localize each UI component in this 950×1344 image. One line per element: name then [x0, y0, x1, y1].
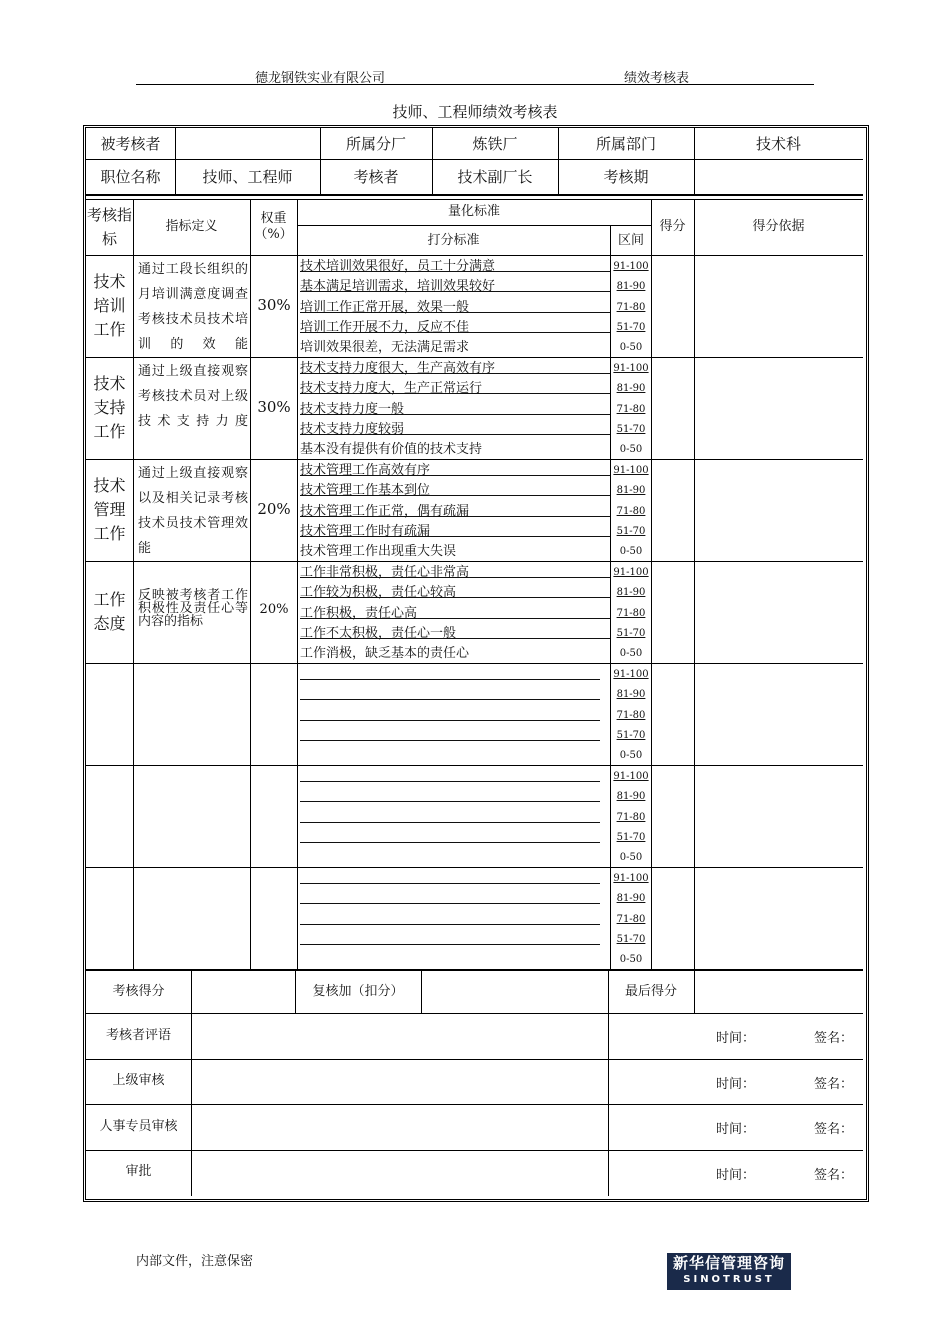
blank-criterion-line: [300, 890, 610, 910]
scoring-criterion: [300, 360, 610, 380]
indicator-weight: 30%: [257, 398, 291, 416]
info-bottom-rule: [86, 194, 863, 196]
scoring-criterion: [300, 278, 610, 298]
section-divider: [86, 561, 863, 562]
criterion-text: 基本没有提供有价值的技术支持: [300, 442, 483, 458]
approval-label: 上级审核: [112, 1073, 165, 1089]
dash-fill: [495, 279, 610, 294]
score-range: 91-100: [613, 465, 649, 476]
assessor-value: 技术副厂长: [457, 168, 533, 186]
period-label: 考核期: [603, 168, 649, 186]
page-title: 技师、工程师绩效考核表: [392, 103, 558, 121]
section-divider: [86, 459, 863, 460]
dash-fill: [300, 891, 600, 906]
scoring-criterion: [300, 462, 610, 482]
scoring-criterion: [300, 299, 610, 319]
table-col-divider: [694, 199, 695, 969]
blank-criterion-line: [300, 686, 610, 706]
criterion-text: 工作非常积极，责任心非常高: [300, 565, 470, 580]
score-range: 91-100: [613, 363, 649, 374]
score-range: 71-80: [616, 709, 646, 721]
score-range: 0-50: [619, 954, 643, 966]
blank-criterion-line: [300, 911, 610, 931]
definition-header: 指标定义: [165, 219, 218, 235]
indicator-name: [86, 459, 133, 561]
score-range: 71-80: [616, 301, 646, 313]
weight-header-label: 权重: [260, 211, 287, 227]
approval-time-label: 时间：: [716, 1167, 756, 1183]
dash-fill: [469, 565, 610, 580]
confidential-note: 内部文件，注意保密: [136, 1254, 254, 1269]
company-name: 德龙钢铁实业有限公司: [255, 71, 386, 86]
score-range: 51-70: [616, 627, 646, 639]
score-range: 91-100: [613, 567, 649, 578]
position-label: 职位名称: [100, 168, 161, 186]
dash-fill: [300, 769, 600, 784]
criterion-text: 技术管理工作出现重大失误: [300, 544, 457, 560]
dash-fill: [430, 463, 610, 478]
dash-fill: [404, 402, 610, 417]
approval-signature-label: 签名：: [814, 1122, 854, 1137]
assessor-label: 考核者: [353, 168, 399, 186]
score-range: 81-90: [616, 893, 646, 905]
weight-header: [250, 199, 297, 255]
approval-time-label: 时间：: [716, 1122, 756, 1137]
blank-criterion-line: [300, 727, 610, 747]
blank-criterion-line: [300, 707, 610, 727]
score-range: 71-80: [616, 607, 646, 619]
dash-fill: [469, 300, 610, 315]
score-header: 得分: [659, 219, 686, 235]
score-range: 51-70: [616, 729, 646, 741]
score-range: 51-70: [616, 831, 646, 843]
score-range: 71-80: [616, 505, 646, 517]
branch-label: 所属分厂: [345, 134, 406, 153]
score-range: 0-50: [619, 648, 643, 660]
score-range: 51-70: [616, 321, 646, 333]
position-value: 技师、工程师: [202, 168, 293, 186]
score-range: 81-90: [616, 689, 646, 701]
indicator-name: [86, 255, 133, 357]
range-header: 区间: [617, 232, 644, 248]
approval-signature-label: 签名：: [814, 1167, 854, 1183]
scoring-criterion: [300, 503, 610, 523]
criterion-text: 技术支持力度大，生产正常运行: [300, 381, 483, 397]
criterion-text: 工作积极，责任心高: [300, 605, 418, 621]
score-range: 81-90: [616, 587, 646, 599]
dash-fill: [300, 667, 600, 682]
criterion-text: 技术管理工作正常，偶有疏漏: [300, 503, 470, 519]
indicator-name-text: 技术培训工作: [93, 272, 126, 339]
dash-fill: [495, 259, 610, 274]
indicator-definition: 通过上级直接观察以及相关记录考核技术员技术管理效能: [138, 466, 248, 556]
dash-fill: [300, 871, 600, 886]
indicator-weight: 20%: [259, 602, 289, 617]
score-range: 51-70: [616, 525, 646, 537]
indicator-definition: 通过工段长组织的月培训满意度调查考核技术员技术培训的效能: [138, 262, 248, 352]
scoring-criterion: [300, 319, 610, 339]
score-range: 91-100: [613, 771, 649, 782]
approval-time-label: 时间：: [716, 1076, 756, 1092]
indicator-weight: 30%: [257, 296, 291, 314]
approval-label: 人事专员审核: [99, 1118, 178, 1134]
dash-fill: [300, 810, 600, 825]
indicator-weight: 20%: [257, 500, 291, 518]
score-range: 91-100: [613, 873, 649, 884]
blank-criterion-line: [300, 931, 610, 951]
score-range: 71-80: [616, 403, 646, 415]
score-range: 91-100: [613, 669, 649, 680]
branch-value: 炼铁厂: [472, 134, 518, 153]
summary-bottom-rule: [86, 1013, 863, 1014]
indicator-name: [86, 561, 133, 663]
criterion-text: 技术管理工作时有疏漏: [300, 523, 431, 539]
score-range: 0-50: [619, 750, 643, 762]
score-range: 0-50: [619, 546, 643, 558]
criterion-text: 工作消极，缺乏基本的责任心: [300, 646, 470, 662]
header-rule: [136, 84, 814, 85]
blank-criterion-line: [300, 788, 610, 808]
dash-fill: [469, 504, 610, 519]
scoring-criterion: [300, 421, 610, 441]
basis-header: 得分依据: [752, 219, 805, 235]
section-divider: [86, 663, 863, 664]
indicator-name: [86, 357, 133, 459]
criterion-text: 工作不太积极，责任心一般: [300, 625, 457, 641]
indicator-name-text: 技术支持工作: [93, 374, 126, 441]
score-range: 91-100: [613, 261, 649, 272]
scoring-criterion: [300, 625, 610, 645]
approval-label: 考核者评语: [105, 1027, 171, 1043]
scoring-criterion: [300, 564, 610, 584]
dash-fill: [495, 361, 610, 376]
scoring-criterion: [300, 401, 610, 421]
approval-row-divider: [86, 1104, 863, 1105]
score-range: 71-80: [616, 811, 646, 823]
table-col-divider: [250, 199, 251, 969]
dept-label: 所属部门: [595, 134, 656, 153]
criterion-text: 培训效果很差，无法满足需求: [300, 340, 470, 356]
criterion-text: 培训工作开展不力，反应不佳: [300, 319, 470, 335]
score-range: 0-50: [619, 342, 643, 354]
indicator-header: 考核指标: [86, 206, 132, 248]
scoring-header: 打分标准: [427, 232, 480, 248]
score-range: 81-90: [616, 383, 646, 395]
dash-fill: [456, 585, 610, 600]
indicator-definition: 通过上级直接观察考核技术员对上级技术支持力度: [138, 364, 248, 429]
criterion-text: 基本满足培训需求，培训效果较好: [300, 279, 496, 295]
approval-signature-label: 签名：: [814, 1031, 854, 1046]
blank-criterion-line: [300, 768, 610, 788]
dash-fill: [300, 687, 600, 702]
criterion-text: 技术支持力度很大，生产高效有序: [300, 361, 496, 376]
weight-header-unit: （%）: [254, 227, 293, 242]
dash-fill: [404, 422, 610, 437]
section-divider: [86, 867, 863, 868]
quant-header: 量化标准: [447, 204, 500, 220]
score-range: 0-50: [619, 444, 643, 456]
blank-criterion-line: [300, 870, 610, 890]
table-header-bottom: [86, 255, 863, 256]
scoring-criterion: [300, 605, 610, 625]
criterion-text: 工作较为积极，责任心较高: [300, 585, 457, 601]
section-divider: [86, 765, 863, 766]
scoring-criterion: [300, 482, 610, 502]
score-range: 71-80: [616, 913, 646, 925]
approval-signature-label: 签名：: [814, 1076, 854, 1092]
dash-fill: [430, 483, 610, 498]
review-adjust-value: [421, 971, 608, 1013]
blank-criterion-line: [300, 829, 610, 849]
dash-fill: [300, 932, 600, 947]
indicator-name-text: 工作态度: [93, 590, 126, 633]
score-range: 51-70: [616, 423, 646, 435]
dash-fill: [300, 728, 600, 743]
blank-criterion-line: [300, 809, 610, 829]
total-score-label: 考核得分: [112, 984, 165, 1000]
score-range: 81-90: [616, 281, 646, 293]
dash-fill: [430, 524, 610, 539]
table-col-divider: [297, 199, 298, 969]
criterion-text: 技术管理工作高效有序: [300, 463, 431, 478]
criterion-text: 技术培训效果很好，员工十分满意: [300, 259, 496, 274]
criterion-text: 技术管理工作基本到位: [300, 483, 431, 499]
total-score-value: [191, 971, 295, 1013]
criterion-text: 技术支持力度较弱: [300, 421, 405, 437]
sinotrust-logo: [667, 1253, 791, 1290]
approval-time-label: 时间：: [716, 1031, 756, 1046]
approval-label: 审批: [125, 1164, 152, 1180]
scoring-criterion: [300, 380, 610, 400]
logo-en-text: SINOTRUST: [683, 1274, 775, 1285]
indicator-name-text: 技术管理工作: [93, 476, 126, 543]
final-score-label: 最后得分: [624, 984, 677, 1000]
score-range: 81-90: [616, 485, 646, 497]
scoring-criterion: [300, 523, 610, 543]
dash-fill: [300, 912, 600, 927]
approval-row-divider: [86, 1059, 863, 1060]
dash-fill: [469, 320, 610, 335]
final-score-value: [694, 971, 863, 1013]
table-col-divider: [651, 199, 652, 969]
dash-fill: [300, 789, 600, 804]
dash-fill: [456, 626, 610, 641]
scoring-criterion: [300, 584, 610, 604]
dash-fill: [482, 381, 610, 396]
indicator-definition: 反映被考核者工作积极性及责任心等内容的指标: [138, 588, 248, 629]
logo-cn-text: 新华信管理咨询: [672, 1254, 785, 1272]
criterion-text: 培训工作正常开展，效果一般: [300, 299, 470, 315]
approval-row-divider: [86, 1150, 863, 1151]
assessee-label: 被考核者: [100, 134, 161, 153]
criterion-text: 技术支持力度一般: [300, 401, 405, 417]
dash-fill: [300, 708, 600, 723]
score-range: 0-50: [619, 852, 643, 864]
score-range: 81-90: [616, 791, 646, 803]
table-col-divider: [133, 199, 134, 969]
review-adjust-label: 复核加（扣分）: [312, 984, 404, 1000]
period-value: [694, 160, 863, 194]
dash-fill: [417, 606, 610, 621]
section-divider: [86, 357, 863, 358]
doc-type: 绩效考核表: [624, 71, 690, 86]
scoring-criterion: [300, 258, 610, 278]
blank-criterion-line: [300, 951, 610, 971]
score-range: 51-70: [616, 933, 646, 945]
dash-fill: [300, 830, 600, 845]
blank-criterion-line: [300, 666, 610, 686]
assessee-value: [175, 128, 320, 159]
dept-value: 技术科: [755, 134, 801, 153]
range-col-divider: [610, 225, 611, 969]
